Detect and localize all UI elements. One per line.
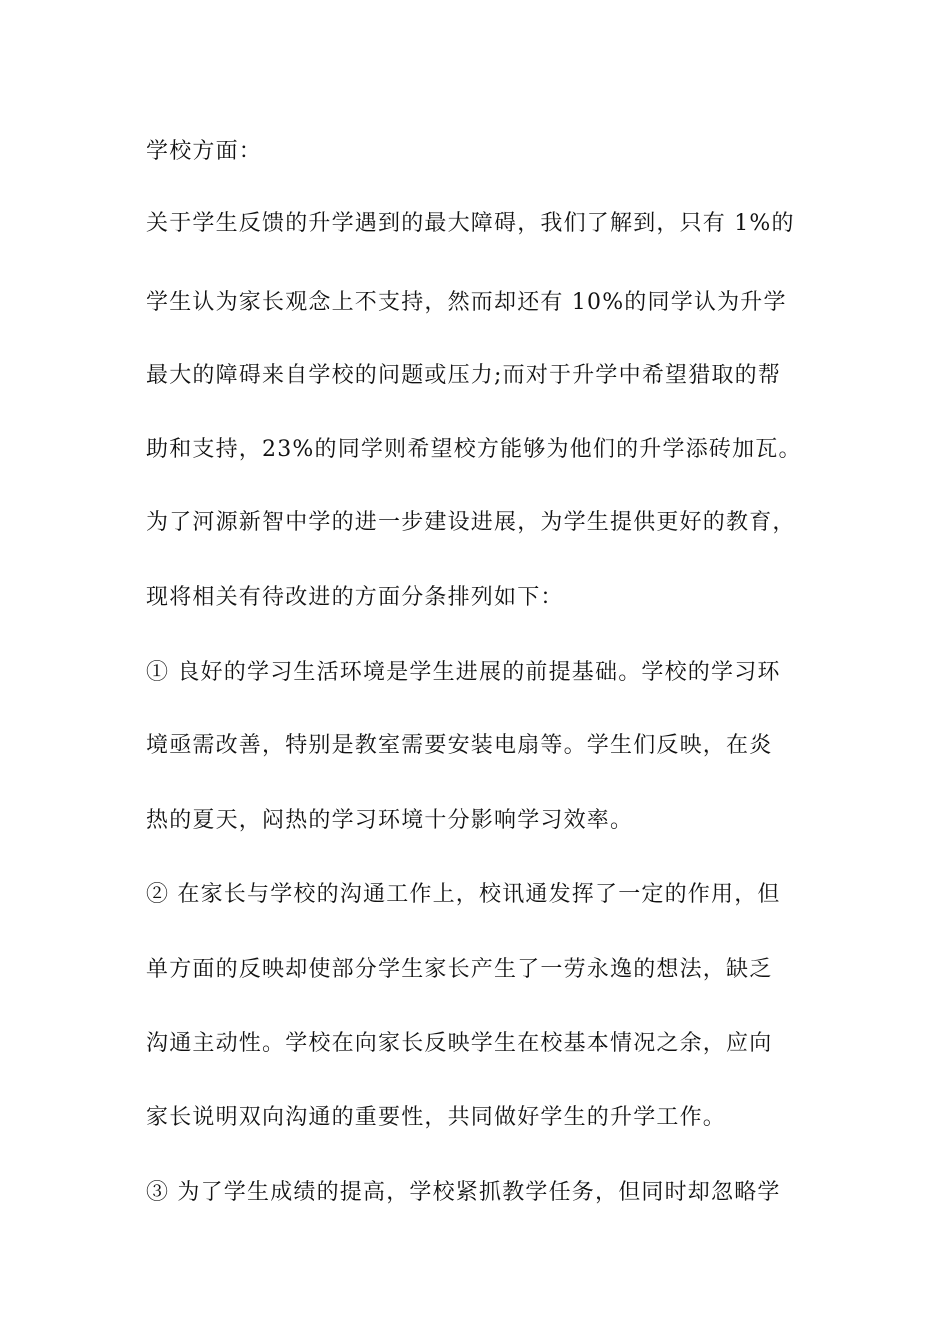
paragraph-line: 为了河源新智中学的进一步建设进展，为学生提供更好的教育， [146,510,796,535]
list-item-line: 单方面的反映却使部分学生家长产生了一劳永逸的想法，缺乏 [146,957,773,982]
section-heading: 学校方面： [146,139,263,164]
list-item-line: ② 在家长与学校的沟通工作上，校讯通发挥了一定的作用，但 [146,882,781,907]
list-item-line: 热的夏天，闷热的学习环境十分影响学习效率。 [146,808,634,833]
list-item-line: 境亟需改善，特别是教室需要安装电扇等。学生们反映，在炎 [146,733,773,758]
paragraph-line: 最大的障碍来自学校的问题或压力;而对于升学中希望猎取的帮 [146,363,782,388]
paragraph-line: 关于学生反馈的升学遇到的最大障碍，我们了解到，只有 1%的 [146,211,795,236]
list-item-line: ① 良好的学习生活环境是学生进展的前提基础。学校的学习环 [146,660,781,685]
paragraph-line: 学生认为家长观念上不支持，然而却还有 10%的同学认为升学 [146,290,787,315]
list-item-line: ③ 为了学生成绩的提高，学校紧抓教学任务，但同时却忽略学 [146,1180,781,1205]
paragraph-line: 现将相关有待改进的方面分条排列如下： [146,585,564,610]
list-item-line: 家长说明双向沟通的重要性，共同做好学生的升学工作。 [146,1105,727,1130]
paragraph-line: 助和支持，23%的同学则希望校方能够为他们的升学添砖加瓦。 [146,437,802,462]
list-item-line: 沟通主动性。学校在向家长反映学生在校基本情况之余，应向 [146,1031,773,1056]
